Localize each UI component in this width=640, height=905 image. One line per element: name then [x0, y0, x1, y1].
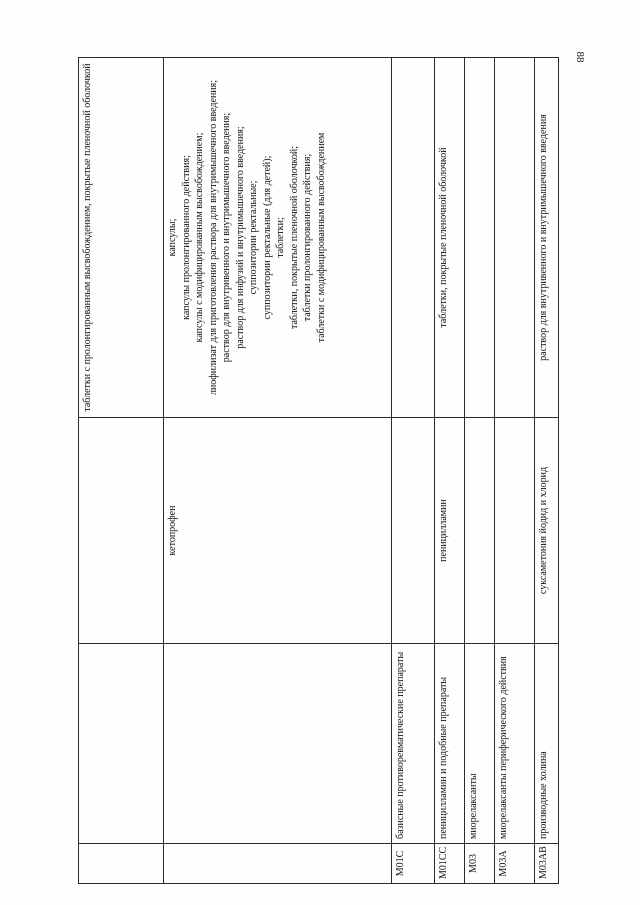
form-line: таблетки; — [275, 217, 286, 258]
table-row — [164, 58, 392, 884]
table-row — [79, 58, 164, 884]
form-line: суппозитории ректальные (для детей); — [261, 155, 273, 320]
atc-code-cell: M01CC — [435, 844, 465, 884]
anatomy-cell: пеницилламин и подобные препараты — [435, 644, 465, 844]
drug-cell: кетопрофен — [164, 418, 392, 644]
table-row — [465, 58, 495, 884]
form-line: таблетки пролонгированного действия; — [302, 153, 313, 322]
drug-cell — [495, 418, 535, 644]
forms-cell — [164, 58, 392, 418]
drug-cell — [79, 418, 164, 644]
forms-cell — [465, 58, 495, 418]
form-line: капсулы с модифицированным высвобождением; — [194, 132, 205, 343]
anatomy-cell — [79, 644, 164, 844]
atc-code-cell: M03AB — [535, 844, 559, 884]
form-line: таблетки, покрытые пленочной оболочкой; — [288, 145, 300, 330]
drug-classification-table — [78, 57, 559, 884]
anatomy-cell — [164, 644, 392, 844]
form-line: таблетки, покрытые пленочной оболочкой — [438, 147, 449, 328]
form-line: капсулы; — [167, 218, 178, 257]
table-row — [535, 58, 559, 884]
form-line: таблетки с модифицированным высвобождением — [315, 132, 327, 343]
drug-cell — [465, 418, 495, 644]
anatomy-cell: миорелаксанты — [465, 644, 495, 844]
forms-cell — [79, 58, 164, 418]
form-line: лиофилизат для приготовления раствора для внутримышечного введения; — [207, 79, 219, 396]
forms-cell — [535, 58, 559, 418]
form-line: таблетки с пролонгированным высвобождением, покрытые пленочной оболочкой — [82, 63, 93, 412]
drug-cell: суксаметония йодид и хлорид — [535, 418, 559, 644]
drug-cell — [392, 418, 435, 644]
atc-code-cell — [164, 844, 392, 884]
table-row — [495, 58, 535, 884]
forms-cell — [392, 58, 435, 418]
atc-code-cell: M03A — [495, 844, 535, 884]
atc-code-cell — [79, 844, 164, 884]
atc-code-cell: M01C — [392, 844, 435, 884]
forms-cell — [435, 58, 465, 418]
anatomy-cell: базисные противоревматические препараты — [392, 644, 435, 844]
form-line: раствор для внутривенного и внутримышечного введения — [538, 114, 549, 361]
forms-cell — [495, 58, 535, 418]
anatomy-cell: миорелаксанты периферического действия — [495, 644, 535, 844]
rotated-table-container — [78, 58, 558, 884]
drug-cell: пеницилламин — [435, 418, 465, 644]
form-line: раствор для инфузий и внутримышечного введения; — [234, 126, 246, 349]
page-number: 88 — [574, 51, 586, 63]
form-line: раствор для внутривенного и внутримышечного введения; — [221, 112, 232, 363]
anatomy-cell: производные холина — [535, 644, 559, 844]
form-line: суппозитории ректальные; — [248, 180, 259, 295]
form-line: капсулы пролонгированного действия; — [180, 155, 192, 320]
table-row — [435, 58, 465, 884]
atc-code-cell: M03 — [465, 844, 495, 884]
table-row — [392, 58, 435, 884]
